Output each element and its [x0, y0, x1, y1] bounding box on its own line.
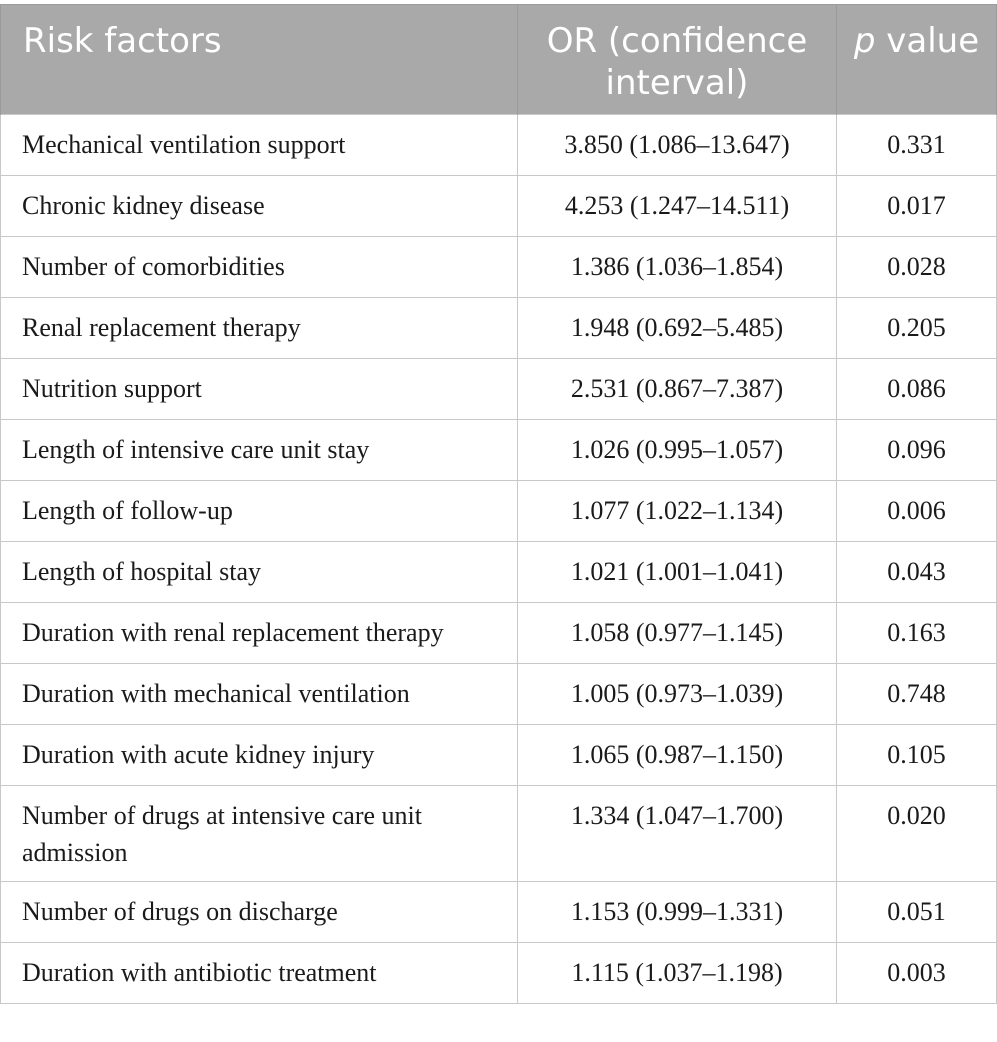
p-value-cell: 0.748	[837, 664, 997, 725]
header-or-ci	[518, 5, 837, 115]
or-ci-cell: 1.077 (1.022–1.134)	[518, 481, 837, 542]
p-value-cell: 0.006	[837, 481, 997, 542]
risk-factor-table-container	[0, 4, 996, 1004]
risk-factor-cell: Renal replacement therapy	[1, 298, 518, 359]
or-ci-cell: 1.334 (1.047–1.700)	[518, 786, 837, 882]
or-ci-cell: 1.115 (1.037–1.198)	[518, 943, 837, 1004]
risk-factor-cell: Mechanical ventilation support	[1, 115, 518, 176]
table-row	[1, 882, 997, 943]
header-or-ci-line2: interval)	[605, 63, 749, 103]
risk-factor-cell: Length of intensive care unit stay	[1, 420, 518, 481]
table-row	[1, 725, 997, 786]
risk-factor-cell: Number of drugs at intensive care unit admission	[1, 786, 518, 882]
table-row	[1, 115, 997, 176]
p-value-cell: 0.086	[837, 359, 997, 420]
table-row	[1, 359, 997, 420]
header-row	[1, 5, 997, 115]
risk-factor-cell: Duration with mechanical ventilation	[1, 664, 518, 725]
header-p-value	[837, 5, 997, 115]
or-ci-cell: 2.531 (0.867–7.387)	[518, 359, 837, 420]
table-header	[1, 5, 997, 115]
header-risk-factors: Risk factors	[1, 5, 518, 115]
table-row	[1, 298, 997, 359]
or-ci-cell: 1.948 (0.692–5.485)	[518, 298, 837, 359]
p-value-cell: 0.105	[837, 725, 997, 786]
p-value-cell: 0.051	[837, 882, 997, 943]
or-ci-cell: 1.386 (1.036–1.854)	[518, 237, 837, 298]
risk-factor-cell: Duration with acute kidney injury	[1, 725, 518, 786]
or-ci-cell: 1.026 (0.995–1.057)	[518, 420, 837, 481]
or-ci-cell: 1.005 (0.973–1.039)	[518, 664, 837, 725]
table-body	[1, 115, 997, 1004]
or-ci-cell: 1.021 (1.001–1.041)	[518, 542, 837, 603]
risk-factor-cell: Nutrition support	[1, 359, 518, 420]
p-value-cell: 0.205	[837, 298, 997, 359]
header-p-word: value	[875, 21, 980, 61]
header-p-symbol: p	[853, 21, 876, 61]
risk-factor-cell: Length of follow-up	[1, 481, 518, 542]
or-ci-cell: 1.153 (0.999–1.331)	[518, 882, 837, 943]
table-row	[1, 786, 997, 882]
or-ci-cell: 1.065 (0.987–1.150)	[518, 725, 837, 786]
risk-factor-cell: Length of hospital stay	[1, 542, 518, 603]
or-ci-cell: 1.058 (0.977–1.145)	[518, 603, 837, 664]
p-value-cell: 0.096	[837, 420, 997, 481]
risk-factor-cell: Number of drugs on discharge	[1, 882, 518, 943]
risk-factor-cell: Number of comorbidities	[1, 237, 518, 298]
p-value-cell: 0.003	[837, 943, 997, 1004]
table-row	[1, 943, 997, 1004]
header-or-ci-line1: OR (confidence	[546, 21, 808, 61]
table-row	[1, 664, 997, 725]
p-value-cell: 0.043	[837, 542, 997, 603]
or-ci-cell: 4.253 (1.247–14.511)	[518, 176, 837, 237]
risk-factor-cell: Duration with antibiotic treatment	[1, 943, 518, 1004]
p-value-cell: 0.163	[837, 603, 997, 664]
table-row	[1, 481, 997, 542]
p-value-cell: 0.331	[837, 115, 997, 176]
table-row	[1, 176, 997, 237]
table-row	[1, 420, 997, 481]
p-value-cell: 0.028	[837, 237, 997, 298]
p-value-cell: 0.017	[837, 176, 997, 237]
table-row	[1, 237, 997, 298]
risk-factor-cell: Chronic kidney disease	[1, 176, 518, 237]
p-value-cell: 0.020	[837, 786, 997, 882]
or-ci-cell: 3.850 (1.086–13.647)	[518, 115, 837, 176]
table-row	[1, 603, 997, 664]
risk-factor-table	[0, 4, 997, 1004]
risk-factor-cell: Duration with renal replacement therapy	[1, 603, 518, 664]
table-row	[1, 542, 997, 603]
